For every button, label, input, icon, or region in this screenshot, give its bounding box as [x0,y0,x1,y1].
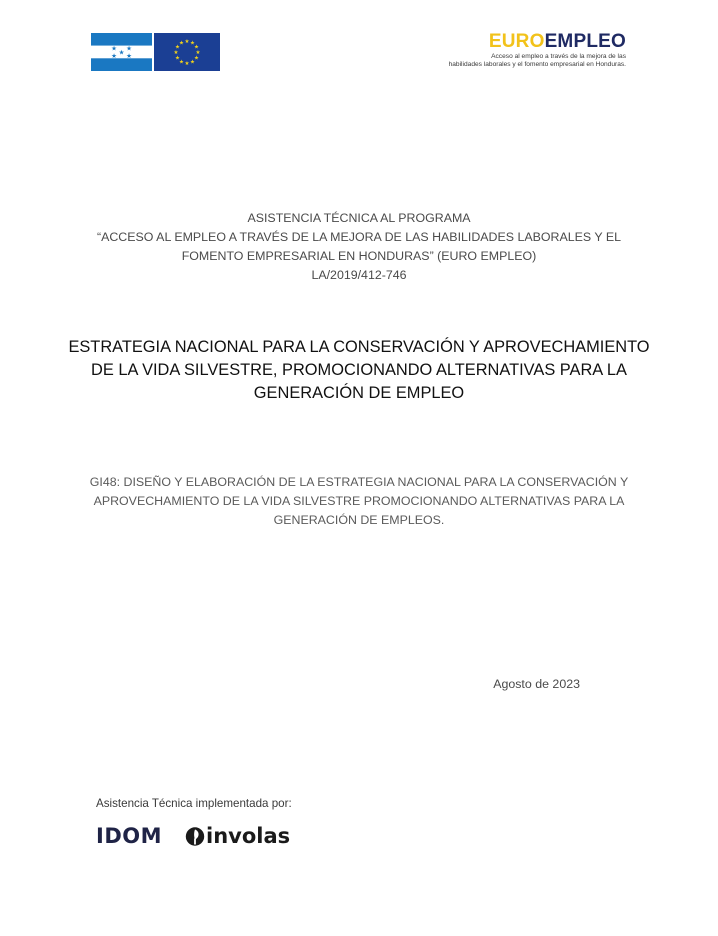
eu-star-icon: ★ [195,50,201,56]
involas-logo: involas [206,824,291,848]
idom-logo: IDOM [96,824,162,848]
assistance-line-2: “ACCESO AL EMPLEO A TRAVÉS DE LA MEJORA DE LAS HABILIDADES LABORALES Y EL [96,230,622,244]
assistance-line-3: FOMENTO EMPRESARIAL EN HONDURAS” (EURO EMPLEO) [181,249,537,263]
gi48-subtitle [60,473,658,530]
eu-star-icon: ★ [194,44,199,51]
eu-star-icon: ★ [173,50,179,56]
svg-text:★: ★ [118,48,125,57]
eu-star-icon: ★ [194,55,199,62]
gi-line-2: APROVECHAMIENTO DE LA VIDA SILVESTRE PROMOCIONANDO ALTERNATIVAS PARA LA [93,494,625,508]
implemented-by-label: Asistencia Técnica implementada por: [96,797,292,810]
eu-star-icon: ★ [190,40,195,47]
gi-line-3: GENERACIÓN DE EMPLEOS. [273,513,445,527]
svg-text:★: ★ [126,44,132,53]
euroempleo-wordmark [408,32,626,52]
title-line-2: DE LA VIDA SILVESTRE, PROMOCIONANDO ALTERNATIVAS PARA LA [91,361,627,379]
svg-text:★: ★ [111,44,117,53]
assistance-line-1: ASISTENCIA TÉCNICA AL PROGRAMA [247,211,471,225]
document-title [60,336,658,405]
tagline-line-1: Acceso al empleo a través de la mejora de las [491,53,626,60]
partner-logos [96,822,356,850]
eu-star-icon: ★ [175,55,180,62]
euroempleo-logo [408,32,626,76]
svg-text:★: ★ [111,52,117,61]
eu-star-icon: ★ [190,59,195,66]
eu-star-icon: ★ [179,59,184,66]
honduras-flag-logo [91,33,152,71]
gi-line-1: GI48: DISEÑO Y ELABORACIÓN DE LA ESTRATEGIA NACIONAL PARA LA CONSERVACIÓN Y [89,475,629,489]
eu-star-icon: ★ [184,61,190,67]
title-line-3: GENERACIÓN DE EMPLEO [253,384,465,402]
assistance-line-4: LA/2019/412-746 [311,268,407,282]
svg-text:★: ★ [126,52,132,61]
empleo-word: EMPLEO [544,31,626,52]
technical-assistance-block [60,209,658,285]
euroempleo-tagline [408,53,626,69]
involas-leaf-icon [185,825,205,852]
euro-word: EURO [488,31,545,52]
document-date: Agosto de 2023 [493,677,580,691]
eu-star-icon: ★ [184,39,190,45]
tagline-line-2: habilidades laborales y el fomento empresarial en Honduras. [448,61,626,68]
eu-star-icon: ★ [179,40,184,47]
title-line-1: ESTRATEGIA NACIONAL PARA LA CONSERVACIÓN Y APROVECHAMIENTO [68,338,650,356]
european-union-flag-logo [154,33,220,71]
eu-star-icon: ★ [175,44,180,51]
